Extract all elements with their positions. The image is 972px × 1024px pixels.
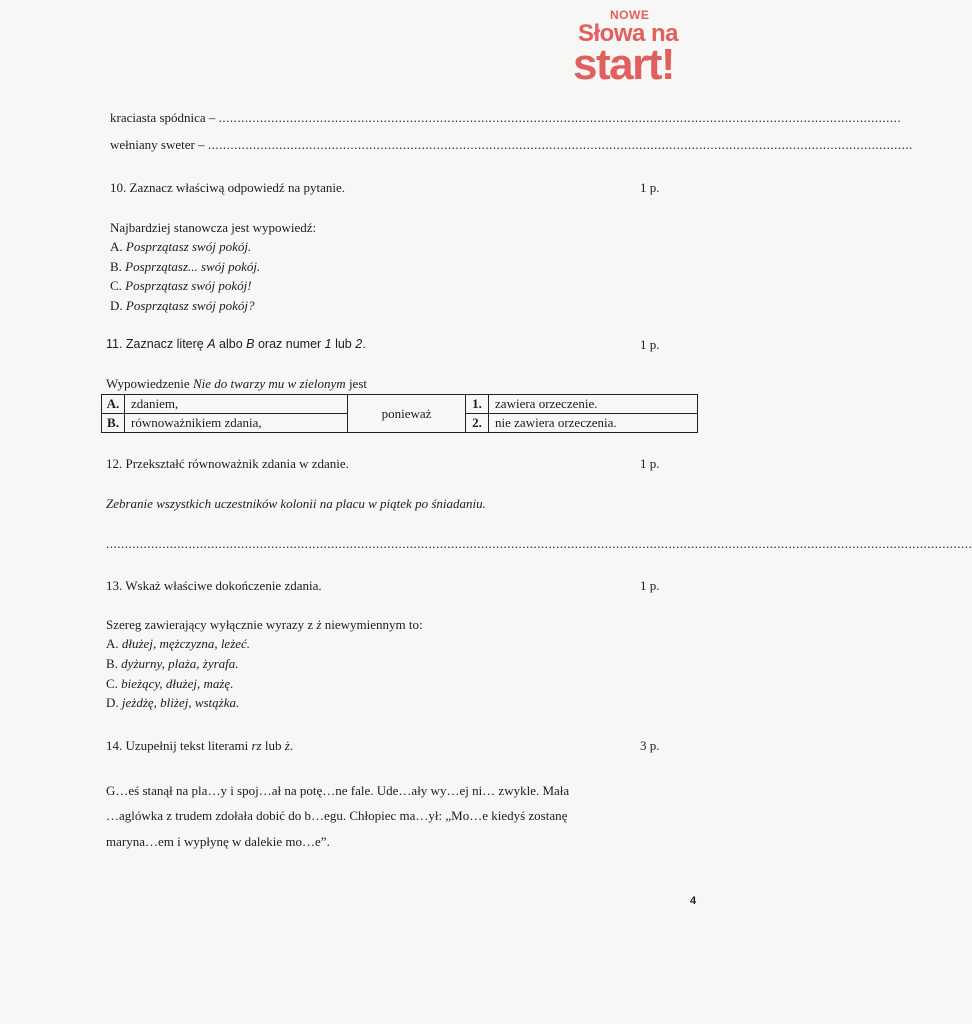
q10-option-c[interactable] — [110, 278, 252, 294]
option-text: Posprzątasz swój pokój! — [125, 278, 252, 293]
option-letter: D. — [110, 298, 123, 313]
q12-points: 1 p. — [640, 456, 660, 471]
q11-option-b[interactable]: równoważnikiem zdania, — [125, 414, 348, 433]
answer-blank[interactable]: ....................................................................................................................................................................................................................................... — [106, 536, 972, 551]
q13-option-d[interactable] — [106, 695, 239, 711]
q10-option-a[interactable] — [110, 239, 251, 255]
q11-number-2[interactable]: 2. — [466, 414, 489, 433]
option-text: dłużej, mężczyzna, leżeć. — [121, 636, 251, 651]
q10-option-d[interactable] — [110, 298, 254, 314]
q11-letter-b[interactable]: B. — [102, 414, 125, 433]
q14-text-line-2[interactable]: …aglówka z trudem zdołała dobić do b…egu. Chłopiec ma…ył: „Mo…e kiedyś zostanę — [106, 808, 568, 823]
q13-option-a[interactable] — [106, 636, 250, 652]
answer-line-kraciasta — [110, 110, 902, 126]
q13-option-b[interactable] — [106, 656, 239, 672]
logo-nowe: NOWE — [610, 8, 650, 22]
q11-option-2[interactable]: nie zawiera orzeczenia. — [489, 414, 698, 433]
q11-prompt: Wypowiedzenie Nie do twarzy mu w zielonym jest — [106, 376, 367, 391]
option-text: Posprzątasz... swój pokój. — [125, 259, 261, 274]
option-letter: B. — [106, 656, 118, 671]
q14-title: 14. Uzupełnij tekst literami rz lub ż. — [106, 738, 294, 753]
q11-connector: ponieważ — [348, 395, 466, 433]
option-letter: C. — [110, 278, 122, 293]
q11-letter-a[interactable]: A. — [102, 395, 125, 414]
q14-text-line-3[interactable]: maryna…em i wypłynę w dalekie mo…e”. — [106, 834, 330, 849]
option-text: Posprzątasz swój pokój. — [125, 239, 252, 254]
q13-points: 1 p. — [640, 578, 660, 593]
q14-points: 3 p. — [640, 738, 660, 753]
q11-number-1[interactable]: 1. — [466, 395, 489, 414]
q10-prompt: Najbardziej stanowcza jest wypowiedź: — [110, 220, 317, 235]
q11-option-1[interactable]: zawiera orzeczenie. — [489, 395, 698, 414]
q13-title: 13. Wskaż właściwe dokończenie zdania. — [106, 578, 322, 593]
page-number: 4 — [690, 895, 697, 907]
option-text: bieżący, dłużej, mażę. — [121, 676, 234, 691]
option-letter: A. — [110, 239, 123, 254]
item-label: kraciasta spódnica – — [110, 110, 216, 125]
logo-start: start! — [573, 40, 675, 89]
q12-title: 12. Przekształć równoważnik zdania w zdanie. — [106, 456, 349, 471]
q13-prompt: Szereg zawierający wyłącznie wyrazy z ż niewymiennym to: — [106, 617, 423, 632]
q10-points: 1 p. — [640, 180, 660, 195]
q11-title: 11. Zaznacz literę A albo B oraz numer 1 lub 2. — [106, 337, 366, 351]
answer-blank[interactable]: ...................................................................................................................................................................................... — [218, 110, 902, 125]
option-letter: C. — [106, 676, 118, 691]
q14-text-line-1[interactable]: G…eś stanął na pla…y i spoj…ał na potę…ne fale. Ude…ały wy…ej ni… zwykle. Mała — [106, 783, 570, 798]
option-letter: D. — [106, 695, 119, 710]
q11-choice-table — [101, 394, 698, 433]
q11-points: 1 p. — [640, 337, 660, 352]
q11-option-a[interactable]: zdaniem, — [125, 395, 348, 414]
option-letter: B. — [110, 259, 122, 274]
q10-option-b[interactable] — [110, 259, 260, 275]
q10-title: 10. Zaznacz właściwą odpowiedź na pytanie. — [110, 180, 345, 195]
q12-answer-line[interactable] — [106, 536, 972, 552]
q12-sentence: Zebranie wszystkich uczestników kolonii na placu w piątek po śniadaniu. — [106, 496, 486, 511]
answer-line-welniany — [110, 137, 913, 153]
option-text: dyżurny, plaża, żyrafa. — [121, 656, 239, 671]
option-text: Posprzątasz swój pokój? — [125, 298, 255, 313]
answer-blank[interactable]: ............................................................................................................................................................................................ — [207, 137, 913, 152]
item-label: wełniany sweter – — [110, 137, 205, 152]
logo-slowa-na: Słowa na — [578, 20, 679, 47]
option-letter: A. — [106, 636, 119, 651]
option-text: jeżdżę, bliżej, wstążka. — [121, 695, 240, 710]
q13-option-c[interactable] — [106, 676, 233, 692]
